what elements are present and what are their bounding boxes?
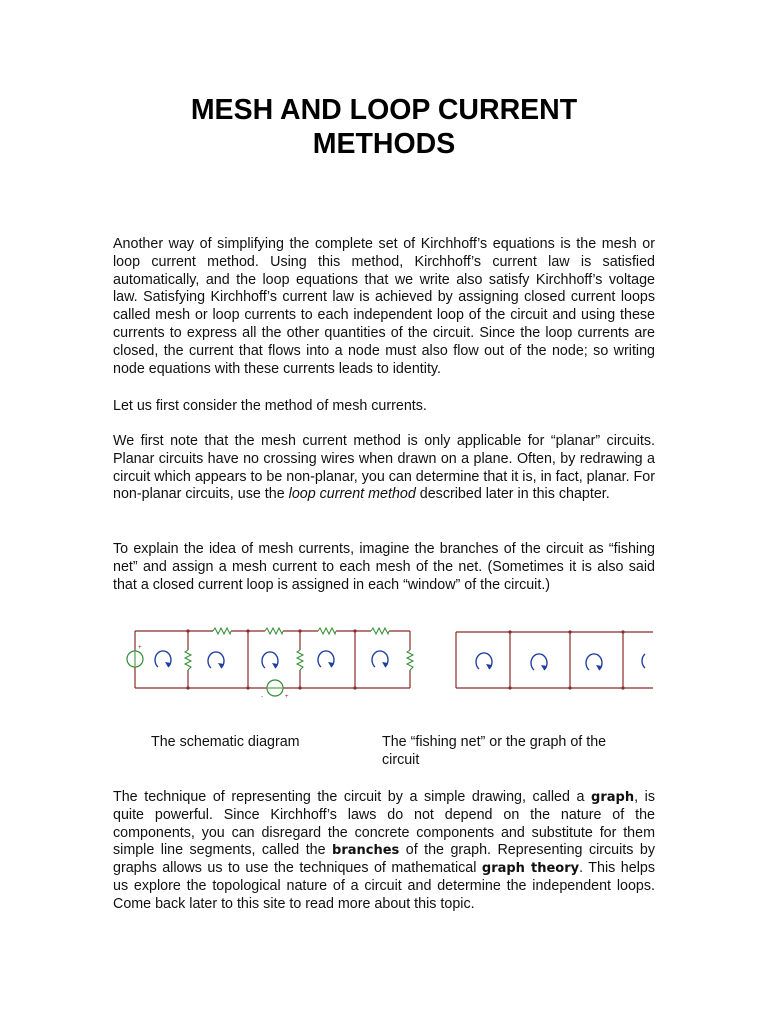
graph-text-2: , is quite powerful. Since Kirchhoff’s laws do not depend on the nature of the components, you can disregard the concrete components and substitute for them simple line segments, called the xyxy=(113,789,655,859)
branches-term: branches xyxy=(332,843,400,859)
page-title xyxy=(114,93,654,161)
planar-text-b: described later in this chapter. xyxy=(415,486,610,503)
title-line-1: MESH AND LOOP CURRENT xyxy=(190,94,578,126)
title-line-2: METHODS xyxy=(312,128,456,160)
graph-theory-term: graph theory xyxy=(481,861,580,877)
fishing-net-paragraph: To explain the idea of mesh currents, imagine the branches of the circuit as “fishing net” and assign a mesh current to each mesh of the net. (Sometimes it is also said that a closed current loop is assigned in each “window” of the circuit.) xyxy=(113,541,655,593)
loop-method-emphasis: loop current method xyxy=(288,486,416,503)
schematic-diagram xyxy=(125,622,415,702)
svg-text:-: - xyxy=(261,694,263,700)
planar-paragraph xyxy=(113,433,655,504)
intro-paragraph: Another way of simplifying the complete set of Kirchhoff’s equations is the mesh or loop current method. Using this method, Kirchhoff’s current law is satisfied automatically, and the loop equations that we write also satisfy Kirchhoff’s voltage law. Satisfying Kirchhoff’s current law is achieved by assigning closed current loops called mesh or loop currents to each independent loop of the circuit and using these currents to express all the other quantities of the circuit. Since the loop currents are closed, the current that flows into a node must also flow out of the node; so writing node equations with these currents leads to identity. xyxy=(113,236,655,377)
graph-paragraph xyxy=(113,789,655,914)
svg-text:+: + xyxy=(285,694,289,700)
svg-text:+: + xyxy=(138,645,142,651)
graph-text-3: of the graph. Representing circuits by graphs allows us to use the techniques of mathematical xyxy=(113,842,655,877)
schematic-caption: The schematic diagram xyxy=(151,734,300,750)
graph-caption: The “fishing net” or the graph of the circuit xyxy=(382,734,607,768)
graph-term: graph xyxy=(591,790,635,805)
planar-text-a: We first note that the mesh current method is only applicable for “planar” circuits. Planar circuits have no crossing wires when drawn on a plane. Often, by redrawing a circuit which appears to be non-planar, you can determine that it is, in fact, planar. For non-planar circuits, use the xyxy=(113,433,655,503)
mesh-intro-paragraph: Let us first consider the method of mesh currents. xyxy=(113,398,427,414)
graph-diagram xyxy=(455,628,655,698)
graph-text-1: The technique of representing the circuit by a simple drawing, called a xyxy=(113,789,592,805)
graph-text-4: . This helps us explore the topological nature of a circuit and determine the independent loops. Come back later to this site to read more about this topic. xyxy=(113,860,655,912)
